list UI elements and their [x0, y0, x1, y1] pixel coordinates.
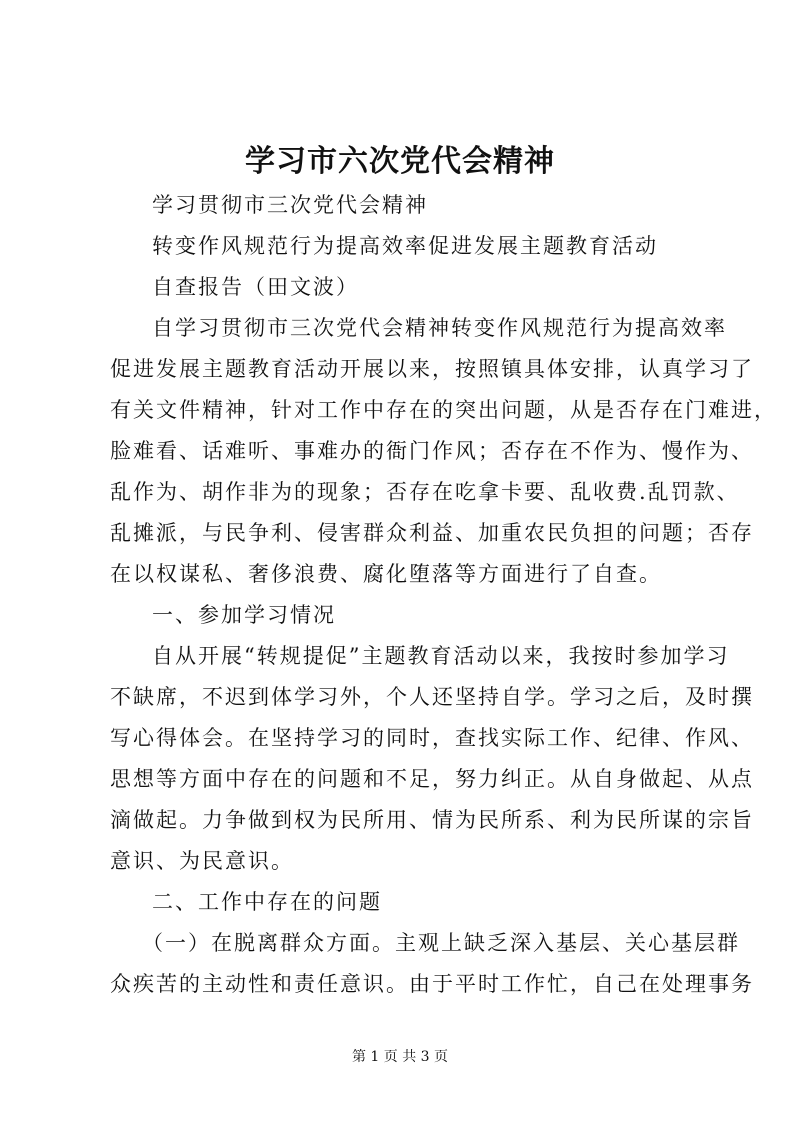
subtitle-line: 自查报告（田文波）	[152, 275, 359, 299]
subtitle-line: 转变作风规范行为提高效率促进发展主题教育活动	[152, 234, 658, 258]
paragraph-line: 不缺席，不迟到体学习外，个人还坚持自学。学习之后，及时撰	[110, 685, 754, 709]
page-footer: 第 1 页 共 3 页	[351, 1049, 449, 1065]
paragraph-line: 自从开展“转规提促”主题教育活动以来，我按时参加学习	[152, 644, 730, 668]
paragraph-line: 写心得体会。在坚持学习的同时，查找实际工作、纪律、作风、	[110, 726, 754, 750]
section-heading: 一、参加学习情况	[152, 603, 336, 627]
paragraph-line: 思想等方面中存在的问题和不足，努力纠正。从自身做起、从点	[110, 767, 754, 791]
paragraph-line: 促进发展主题教育活动开展以来，按照镇具体安排，认真学习了	[110, 357, 754, 381]
paragraph-line: 乱作为、胡作非为的现象；否存在吃拿卡要、乱收费.乱罚款、	[110, 480, 740, 504]
paragraph-line: 在以权谋私、奢侈浪费、腐化堕落等方面进行了自查。	[110, 562, 662, 586]
subtitle-line: 学习贯彻市三次党代会精神	[152, 193, 428, 217]
paragraph-line: 乱摊派，与民争利、侵害群众利益、加重农民负担的问题；否存	[110, 521, 754, 545]
paragraph-line: 意识、为民意识。	[110, 849, 294, 873]
paragraph-line: 众疾苦的主动性和责任意识。由于平时工作忙，自己在处理事务	[110, 972, 754, 996]
document-title: 学习市六次党代会精神	[245, 144, 555, 179]
section-heading: 二、工作中存在的问题	[152, 890, 382, 914]
paragraph-line: （一）在脱离群众方面。主观上缺乏深入基层、关心基层群	[142, 931, 740, 955]
paragraph-line: 自学习贯彻市三次党代会精神转变作风规范行为提高效率	[152, 316, 727, 340]
paragraph-line: 脸难看、话难听、事难办的衙门作风；否存在不作为、慢作为、	[110, 439, 754, 463]
paragraph-line: 有关文件精神，针对工作中存在的突出问题，从是否存在门难进，	[110, 398, 777, 422]
paragraph-line: 滴做起。力争做到权为民所用、情为民所系、利为民所谋的宗旨	[110, 808, 754, 832]
